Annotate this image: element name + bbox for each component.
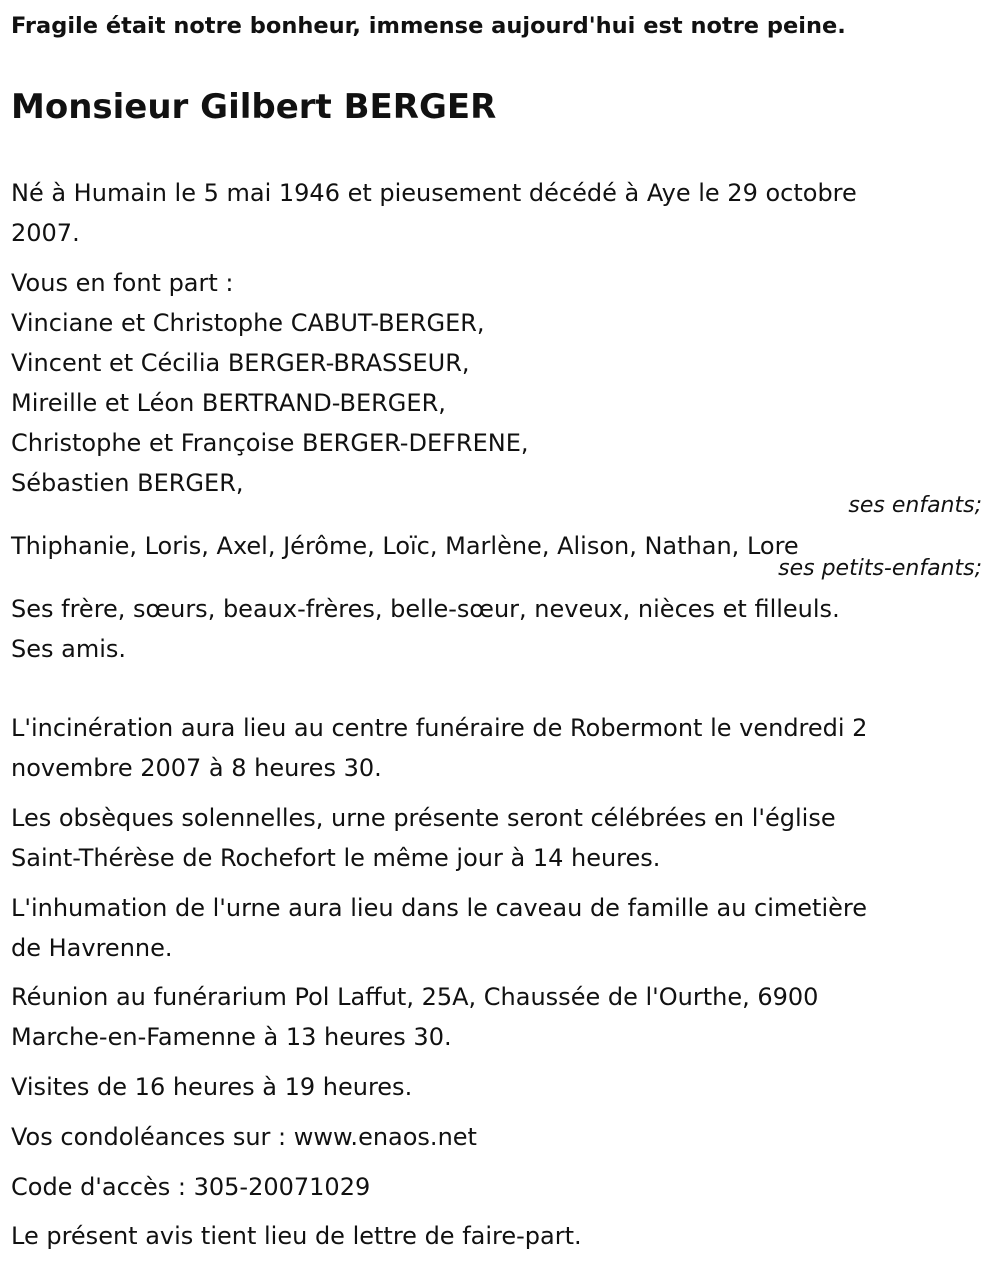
burial-line-1: L'inhumation de l'urne aura lieu dans le caveau de famille au cimetière (11, 894, 868, 922)
gathering-paragraph (11, 977, 986, 1057)
relatives-block (11, 589, 986, 669)
grandchildren-names: Thiphanie, Loris, Axel, Jérôme, Loïc, Marlène, Alison, Nathan, Lore (11, 532, 799, 560)
closing-paragraph (11, 1216, 986, 1256)
epigraph: Fragile était notre bonheur, immense aujourd'hui est notre peine. (11, 13, 846, 39)
closing-line: Le présent avis tient lieu de lettre de faire-part. (11, 1222, 582, 1250)
siblings-line: Ses frère, sœurs, beaux-frères, belle-sœur, neveux, nièces et filleuls. (11, 595, 840, 623)
funeral-paragraph (11, 798, 986, 878)
child-entry: Mireille et Léon BERTRAND-BERGER, (11, 389, 446, 417)
grandchildren-role: ses petits-enfants; (778, 556, 982, 581)
cremation-line-2: novembre 2007 à 8 heures 30. (11, 754, 382, 782)
birth-death-line-2: 2007. (11, 219, 80, 247)
condolences-line: Vos condoléances sur : www.enaos.net (11, 1123, 477, 1151)
visits-line: Visites de 16 heures à 19 heures. (11, 1073, 413, 1101)
children-role: ses enfants; (848, 493, 982, 518)
condolences-paragraph (11, 1117, 986, 1157)
gathering-line-2: Marche-en-Famenne à 13 heures 30. (11, 1023, 452, 1051)
funeral-line-2: Saint-Thérèse de Rochefort le même jour à 14 heures. (11, 844, 661, 872)
visits-paragraph (11, 1067, 986, 1107)
cremation-paragraph (11, 708, 986, 788)
burial-paragraph (11, 888, 986, 968)
birth-death-line-1: Né à Humain le 5 mai 1946 et pieusement décédé à Aye le 29 octobre (11, 179, 857, 207)
family-list (11, 263, 986, 503)
access-code-paragraph (11, 1167, 986, 1207)
child-entry: Christophe et Françoise BERGER-DEFRENE, (11, 429, 529, 457)
child-entry: Sébastien BERGER, (11, 469, 244, 497)
birth-death-paragraph (11, 173, 986, 253)
cremation-line-1: L'incinération aura lieu au centre funéraire de Robermont le vendredi 2 (11, 714, 868, 742)
announce-intro: Vous en font part : (11, 269, 234, 297)
friends-line: Ses amis. (11, 635, 127, 663)
deceased-name: Monsieur Gilbert BERGER (11, 87, 497, 127)
child-entry: Vincent et Cécilia BERGER-BRASSEUR, (11, 349, 470, 377)
burial-line-2: de Havrenne. (11, 934, 173, 962)
child-entry: Vinciane et Christophe CABUT-BERGER, (11, 309, 485, 337)
access-code-line: Code d'accès : 305-20071029 (11, 1173, 371, 1201)
funeral-line-1: Les obsèques solennelles, urne présente seront célébrées en l'église (11, 804, 836, 832)
gathering-line-1: Réunion au funérarium Pol Laffut, 25A, Chaussée de l'Ourthe, 6900 (11, 983, 819, 1011)
